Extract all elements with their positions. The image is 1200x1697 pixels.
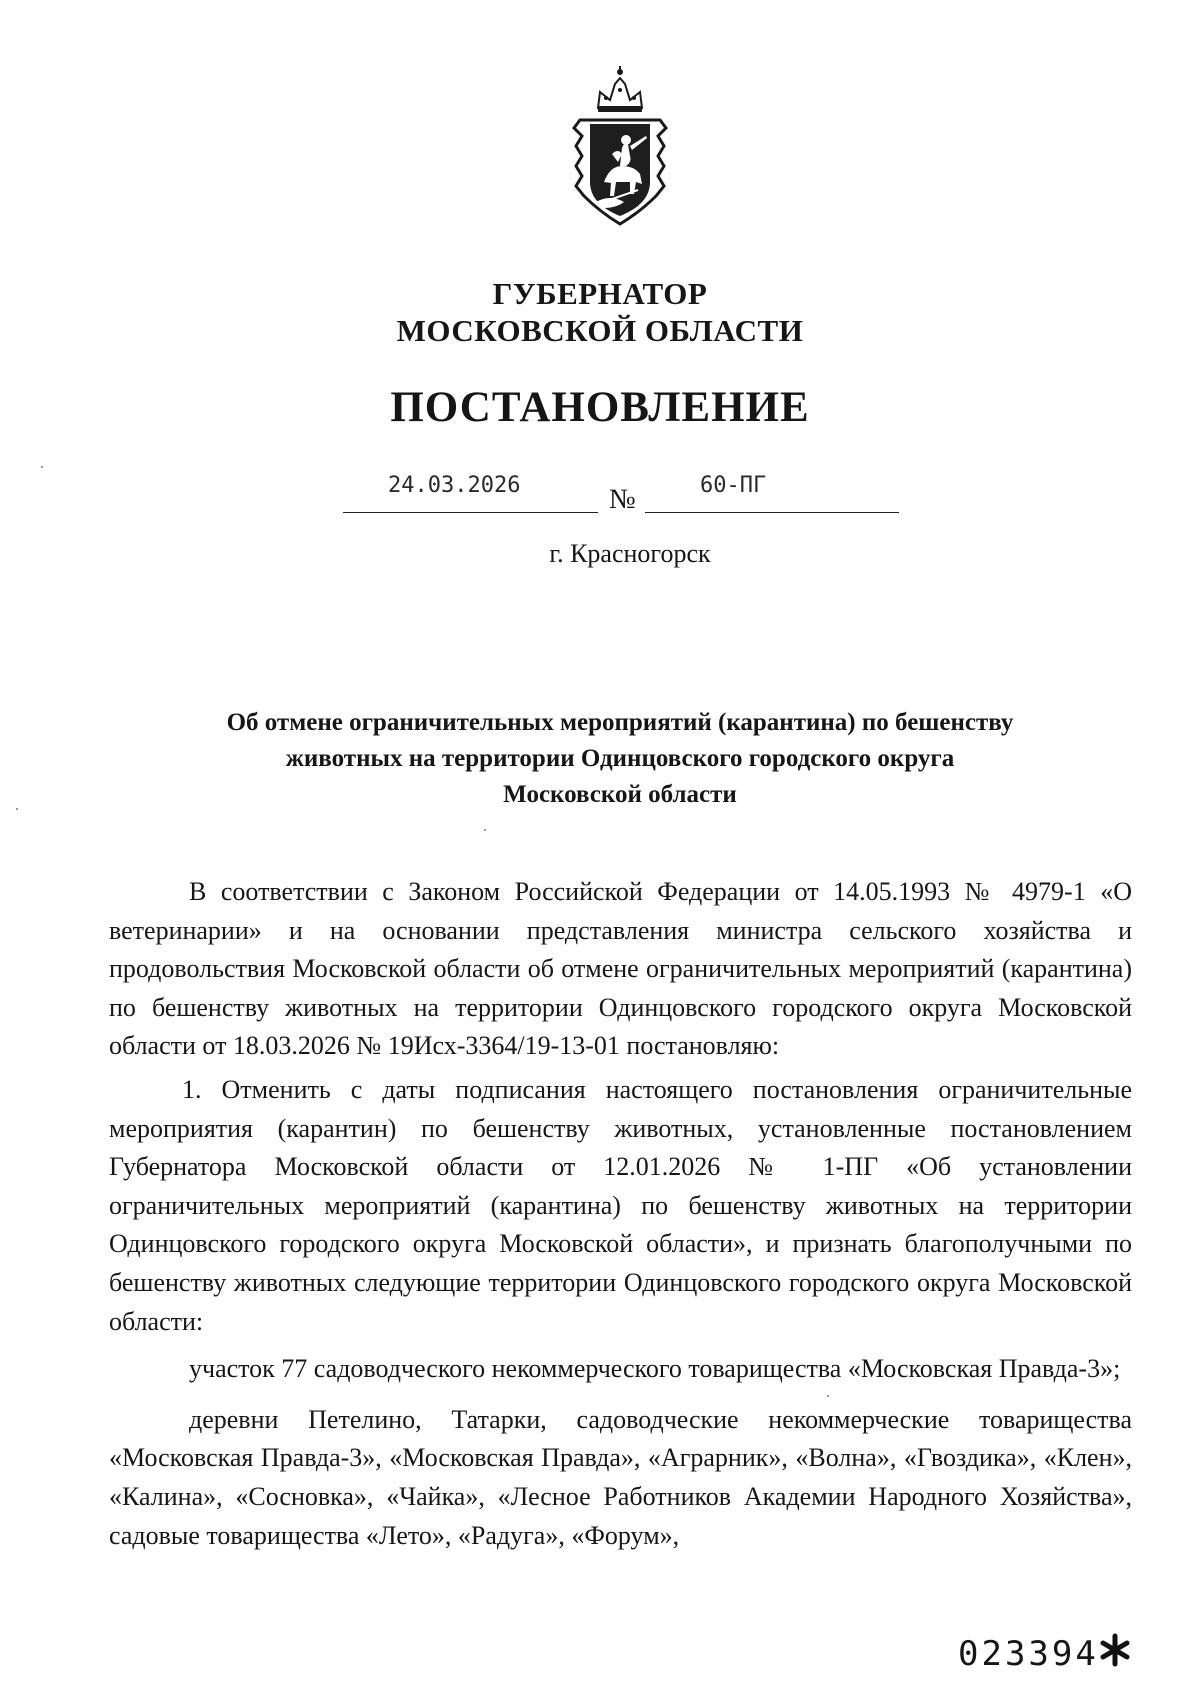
item-1-paragraph: 1. Отменить с даты подписания настоящего постановления ограничительные мероприятия (карантин) по бешенству животных, установленные постановлением Губернатора Московской области от 12.01.2026 № 1-ПГ «Об установлении ограничительных мероприятий (карантина) по бешенству животных на территории Одинцовского городского округа Московской области», и признать благополучными по бешенству животных следующие территории Одинцовского городского округа Московской области: bbox=[109, 1074, 1132, 1336]
document-subject bbox=[150, 705, 1090, 813]
asterisk-icon bbox=[1098, 1633, 1132, 1667]
issue-city: г. Красногорск bbox=[549, 539, 711, 568]
number-sign: № bbox=[609, 484, 636, 515]
subject-line-3: Московской области bbox=[503, 781, 737, 808]
number-underline bbox=[645, 512, 899, 513]
subject-line-2: животных на территории Одинцовского городского округа bbox=[285, 745, 955, 772]
territory-paragraph-1: участок 77 садоводческого некоммерческого товарищества «Московская Правда-3»; bbox=[189, 1354, 1121, 1384]
serial-number: 023394 bbox=[958, 1634, 1099, 1674]
document-date: 24.03.2026 bbox=[388, 473, 521, 498]
document-type-title: ПОСТАНОВЛЕНИЕ bbox=[390, 384, 810, 431]
scan-speck bbox=[41, 466, 43, 468]
scan-speck bbox=[484, 829, 486, 831]
scan-speck bbox=[16, 808, 18, 810]
date-underline bbox=[343, 512, 598, 513]
scan-speck bbox=[827, 1395, 829, 1397]
territory-paragraph-2: деревни Петелино, Татарки, садоводческие некоммерческие товарищества «Московская Правда-3», «Московская Правда», «Аграрник», «Волна», «Гвоздика», «Клен», «Калина», «Сосновка», «Чайка», «Лесное Работников Академии Народного Хозяйства», садовые товарищества «Лето», «Радуга», «Форум», bbox=[109, 1404, 1132, 1550]
document-body bbox=[109, 873, 1132, 1555]
document-number: 60-ПГ bbox=[700, 473, 767, 498]
authority-title-line2: МОСКОВСКОЙ ОБЛАСТИ bbox=[396, 313, 804, 348]
preamble-paragraph: В соответствии с Законом Российской Федерации от 14.05.1993 № 4979-1 «О ветеринарии» и на основании представления министра сельского хозяйства и продовольствия Московской области об отмене ограничительных мероприятий (карантина) по бешенству животных на территории Одинцовского городского округа Московской области от 18.03.2026 № 19Исх-3364/19-13-01 постановляю: bbox=[109, 877, 1132, 1061]
authority-title-line1: ГУБЕРНАТОР bbox=[492, 276, 708, 311]
subject-line-1: Об отмене ограничительных мероприятий (карантина) по бешенству bbox=[226, 709, 1014, 736]
coat-of-arms-icon bbox=[560, 62, 680, 232]
